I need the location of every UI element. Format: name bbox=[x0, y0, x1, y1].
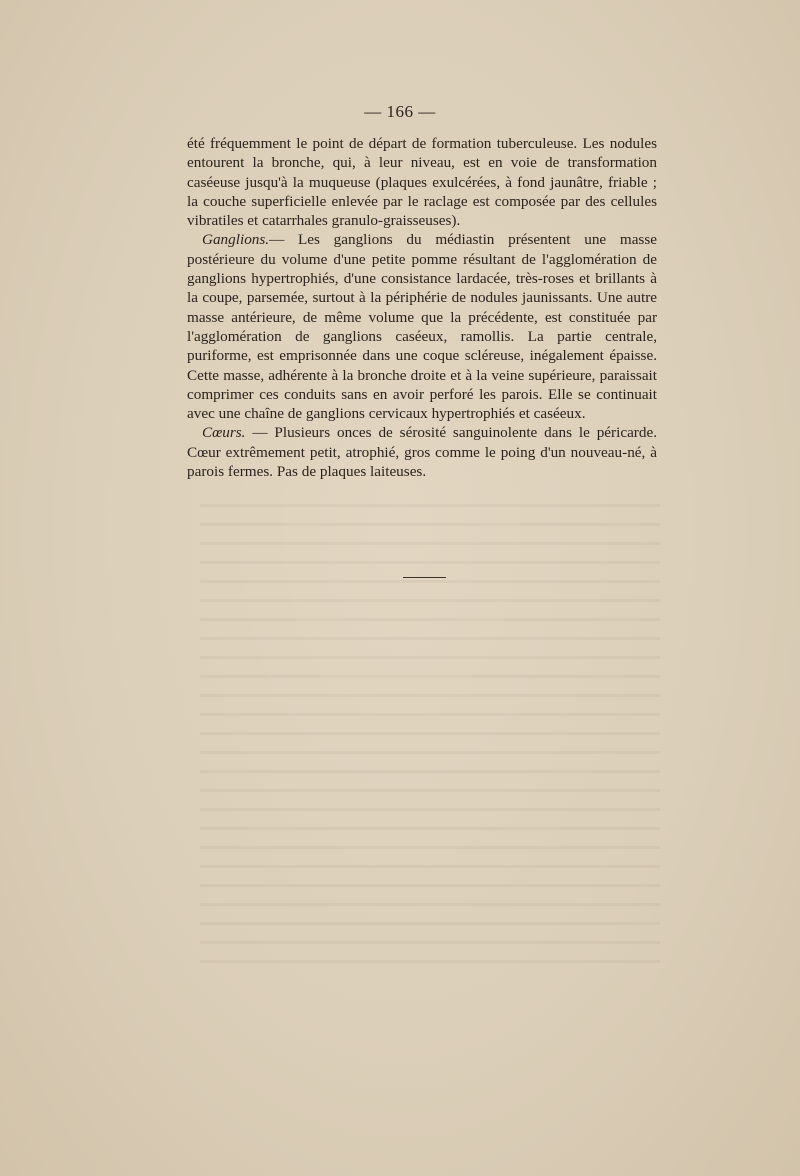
paragraph-2-text: — Les ganglions du médiastin présentent une masse postérieure du volume d'une petite pomme résultant de l'agglomération de ganglions hypertrophiés, d'une consistance lardacée, très-roses et brillants à la coupe, parsemée, surtout à la périphérie de nodules jaunissants. Une autre masse antérieure, de même volume que la précédente, est constituée par l'agglomération de ganglions caséeux, ramollis. La partie centrale, puriforme, est emprisonnée dans une coque scléreuse, inégalement épaisse. Cette masse, adhérente à la bronche droite et à la veine supérieure, paraissait comprimer ces conduits sans en avoir perforé les parois. Elle se continuait avec une chaîne de ganglions cervicaux hypertrophiés et caséeux. bbox=[187, 231, 657, 423]
paragraph-tuberculose bbox=[187, 134, 657, 230]
page-number: — 166 — bbox=[364, 102, 436, 121]
body-text bbox=[187, 134, 657, 481]
paragraph-coeurs bbox=[187, 423, 657, 481]
section-divider bbox=[403, 577, 446, 578]
paragraph-3-text: — Plusieurs onces de sérosité sanguinolente dans le péricarde. Cœur extrêmement petit, atrophié, gros comme le poing d'un nouveau-né, à parois fermes. Pas de plaques laiteuses. bbox=[187, 424, 657, 481]
paragraph-1-text: été fréquemment le point de départ de formation tuberculeuse. Les nodules entourent la bronche, qui, à leur niveau, est en voie de transformation caséeuse jusqu'à la muqueuse (plaques exulcérées, à fond jaunâtre, friable ; la couche superficielle enlevée par le raclage est composée par des cellules vibratiles et catarrhales granulo-graisseuses). bbox=[187, 135, 657, 230]
paragraph-3-heading: Cœurs. bbox=[202, 424, 246, 442]
paragraph-2-heading: Ganglions. bbox=[202, 231, 270, 249]
bleed-through-texture bbox=[200, 495, 660, 965]
paragraph-ganglions bbox=[187, 230, 657, 423]
